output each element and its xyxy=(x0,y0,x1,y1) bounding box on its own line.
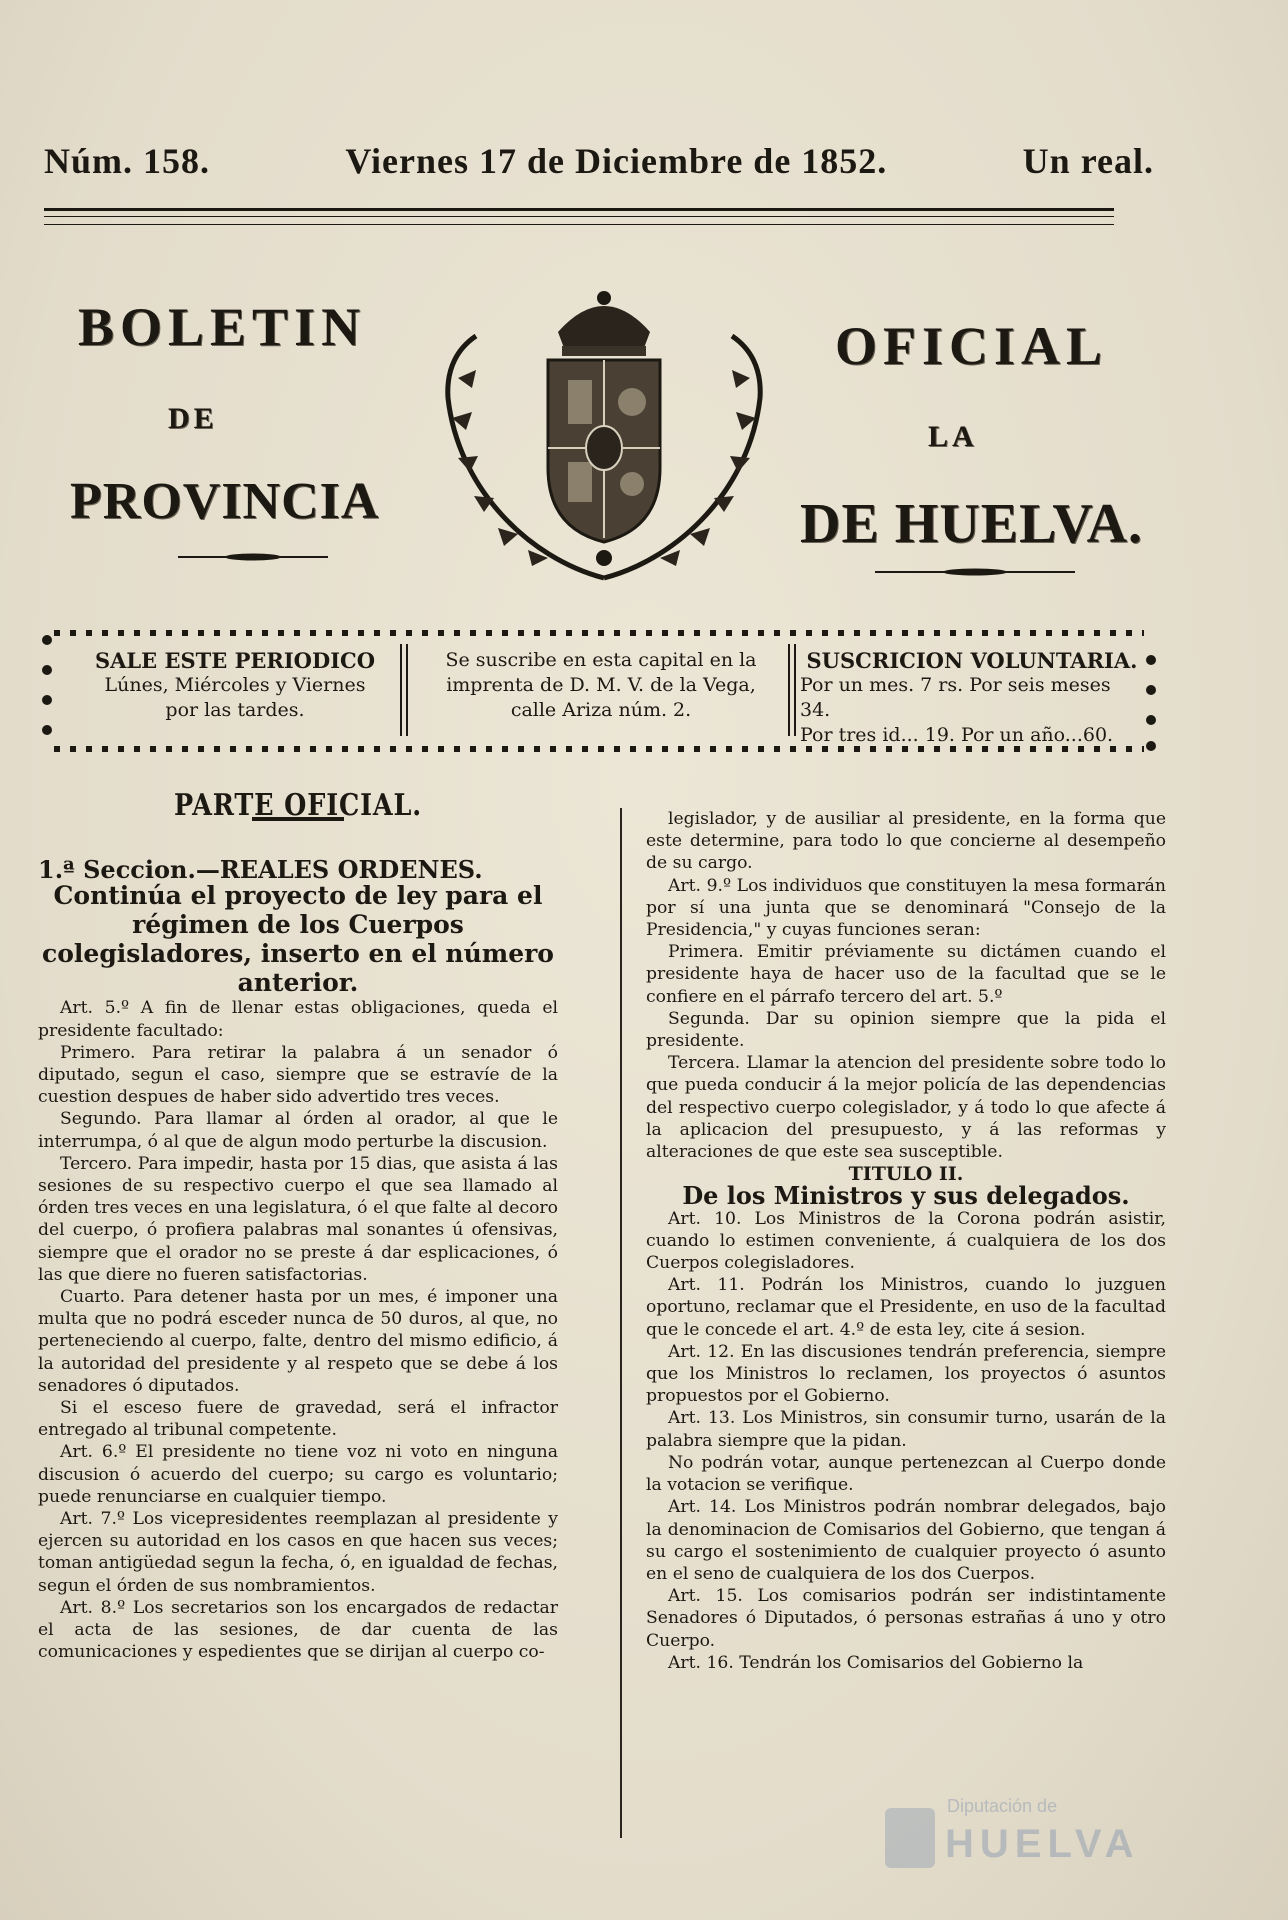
paragraph: Segundo. Para llamar al órden al orador, al que le interrumpa, ó al que de algun modo perturbe la discusion. xyxy=(38,1109,558,1152)
subscribe-line-2: imprenta de D. M. V. de la Vega, xyxy=(446,674,756,696)
paragraph: legislador, y de ausiliar al presidente, en la forma que este determine, para todo lo que concierne al desempeño de su cargo. xyxy=(646,809,1166,874)
paragraph: Art. 9.º Los individuos que constituyen la mesa formarán por sí una junta que se denominará "Consejo de la Presidencia," y cuyas funciones seran: xyxy=(646,875,1166,941)
column-divider xyxy=(620,808,622,1838)
royal-coat-of-arms-icon xyxy=(418,288,790,588)
paragraph: Art. 10. Los Ministros de la Corona podrán asistir, cuando lo estimen conveniente, á cualquiera de los dos Cuerpos colegisladores. xyxy=(646,1208,1166,1274)
ornament-rule-left xyxy=(178,553,328,561)
subscribe-line-1: Se suscribe en esta capital en la xyxy=(445,649,757,671)
titulo-heading: TITULO II. xyxy=(848,1163,964,1186)
schedule-heading: SALE ESTE PERIODICO xyxy=(94,648,376,673)
subscribe-line-3: calle Ariza núm. 2. xyxy=(510,699,692,721)
info-schedule xyxy=(70,648,400,723)
article-subtitle: Continúa el proyecto de ley para el régimen de los Cuerpos colegisladores, inserto en el número anterior. xyxy=(42,881,554,998)
issue-date: Viernes 17 de Diciembre de 1852. xyxy=(345,141,888,181)
info-separator-1 xyxy=(400,644,402,736)
prices-line-1: Por un mes. 7 rs. Por seis meses 34. xyxy=(800,674,1111,721)
ornament-rule-right xyxy=(875,568,1075,576)
paragraph: Segunda. Dar su opinion siempre que la pida el presidente. xyxy=(646,1008,1166,1052)
info-top-rule xyxy=(54,630,1144,636)
paragraph: Tercero. Para impedir, hasta por 15 dias, que asista á las sesiones de su respectivo cuerpo el que sea llamado al órden tres veces en una legislatura, ó el que falte al decoro del cuerpo, ó profiera palabras mal sonantes ú ofensivas, siempre que el orador no se preste á dar esplicaciones, ó las que diere no fueren satisfactorias. xyxy=(38,1153,558,1285)
title-oficial: OFICIAL xyxy=(835,316,1109,376)
paragraph: Art. 13. Los Ministros, sin consumir turno, usarán de la palabra siempre que la pidan. xyxy=(646,1408,1166,1451)
info-right-ornament xyxy=(1144,630,1158,752)
paragraph: Art. 11. Podrán los Ministros, cuando lo juzguen oportuno, reclamar que el Presidente, en uso de la facultad que le concede el art. 4.º de esta ley, cite á sesion. xyxy=(646,1275,1166,1340)
paragraph: Art. 8.º Los secretarios son los encargados de redactar el acta de las sesiones, de dar cuenta de las comunicaciones y espedientes que se dirijan al cuerpo co- xyxy=(38,1597,558,1663)
paragraph: Art. 5.º A fin de llenar estas obligaciones, queda el presidente facultado: xyxy=(38,998,558,1041)
paragraph: Art. 16. Tendrán los Comisarios del Gobierno la xyxy=(668,1652,1084,1673)
paragraph: Si el esceso fuere de gravedad, será el infractor entregado al tribunal competente. xyxy=(38,1398,558,1441)
paragraph: Primera. Emitir préviamente su dictámen cuando el presidente haya de hacer uso de la facultad que se le confiere en el párrafo tercero del art. 5.º xyxy=(646,942,1166,1007)
section-title-reales-ordenes: 1.ª Seccion.—REALES ORDENES. xyxy=(38,855,483,885)
title-boletin: BOLETIN xyxy=(78,297,367,357)
info-subscribe-place xyxy=(416,648,786,723)
info-separator-2b xyxy=(794,644,796,736)
left-column xyxy=(38,788,558,1664)
title-huelva: DE HUELVA. xyxy=(800,493,1144,555)
schedule-time: por las tardes. xyxy=(165,699,305,721)
schedule-days: Lúnes, Miércoles y Viernes xyxy=(104,674,366,696)
masthead-rule-thin-2 xyxy=(44,224,1114,225)
info-separator-1b xyxy=(406,644,408,736)
info-separator-2 xyxy=(788,644,790,736)
watermark-big-text: HUELVA xyxy=(945,1822,1140,1866)
paragraph: Art. 12. En las discusiones tendrán preferencia, siempre que los Ministros lo reclamen, los proyectos ó asuntos propuestos por el Gobierno. xyxy=(646,1341,1166,1407)
paragraph: Primero. Para retirar la palabra á un senador ó diputado, segun el caso, siempre que se estravíe de la cuestion despues de haber sido advertido tres veces. xyxy=(38,1042,558,1108)
issue-number: Núm. 158. xyxy=(44,141,211,181)
titulo-subheading: De los Ministros y sus delegados. xyxy=(682,1181,1130,1211)
masthead xyxy=(44,140,1154,182)
masthead-rule xyxy=(44,208,1114,211)
info-prices xyxy=(800,648,1144,748)
watermark-small-text: Diputación de xyxy=(947,1796,1058,1816)
section-heading-parte-oficial: PARTE OFICIAL. xyxy=(173,788,423,823)
paragraph: Art. 15. Los comisarios podrán ser indistintamente Senadores ó Diputados, ó personas estrañas á uno y otro Cuerpo. xyxy=(646,1586,1166,1651)
prices-heading: SUSCRICION VOLUNTARIA. xyxy=(806,648,1138,673)
paragraph: Tercera. Llamar la atencion del presidente sobre todo lo que pueda conducir á la mejor policía de las dependencias del respectivo cuerpo colegislador, y á todo lo que afecte á la aplicacion del presupuesto, y á las reformas y alteraciones de que este sea susceptible. xyxy=(646,1053,1166,1163)
info-left-ornament xyxy=(40,630,54,752)
prices-line-2: Por tres id... 19. Por un año...60. xyxy=(800,724,1114,746)
paragraph: Art. 6.º El presidente no tiene voz ni voto en ninguna discusion ó acuerdo del cuerpo; su cargo es voluntario; puede renunciarse en cualquier tiempo. xyxy=(38,1442,558,1507)
title-provincia: PROVINCIA xyxy=(70,473,380,530)
watermark-logo-icon xyxy=(885,1808,935,1868)
issue-price: Un real. xyxy=(1022,141,1154,181)
title-la: LA xyxy=(928,420,978,453)
paragraph: Art. 14. Los Ministros podrán nombrar delegados, bajo la denominacion de Comisarios del Gobierno, que tengan á su cargo el sostenimiento de cualquier proyecto ó asunto en el seno de cualquiera de los dos Cuerpos. xyxy=(646,1497,1166,1584)
paragraph: No podrán votar, aunque pertenezcan al Cuerpo donde la votacion se verifique. xyxy=(646,1452,1166,1496)
masthead-rule-thin xyxy=(44,216,1114,217)
paragraph: Cuarto. Para detener hasta por un mes, é imponer una multa que no podrá esceder nunca de 50 duros, al que, no perteneciendo al cuerpo, falte, dentro del mismo edificio, á la autoridad del presidente y al respeto que se debe á los senadores ó diputados. xyxy=(38,1287,558,1396)
right-column xyxy=(646,808,1166,1674)
title-de: DE xyxy=(168,402,218,435)
paragraph: Art. 7.º Los vicepresidentes reemplazan al presidente y ejercen su autoridad en los casos en que hacen sus veces; toman antigüedad segun la fecha, ó, en igualdad de fechas, segun el órden de sus nombramientos. xyxy=(38,1509,558,1596)
subscription-info-box xyxy=(40,630,1160,752)
